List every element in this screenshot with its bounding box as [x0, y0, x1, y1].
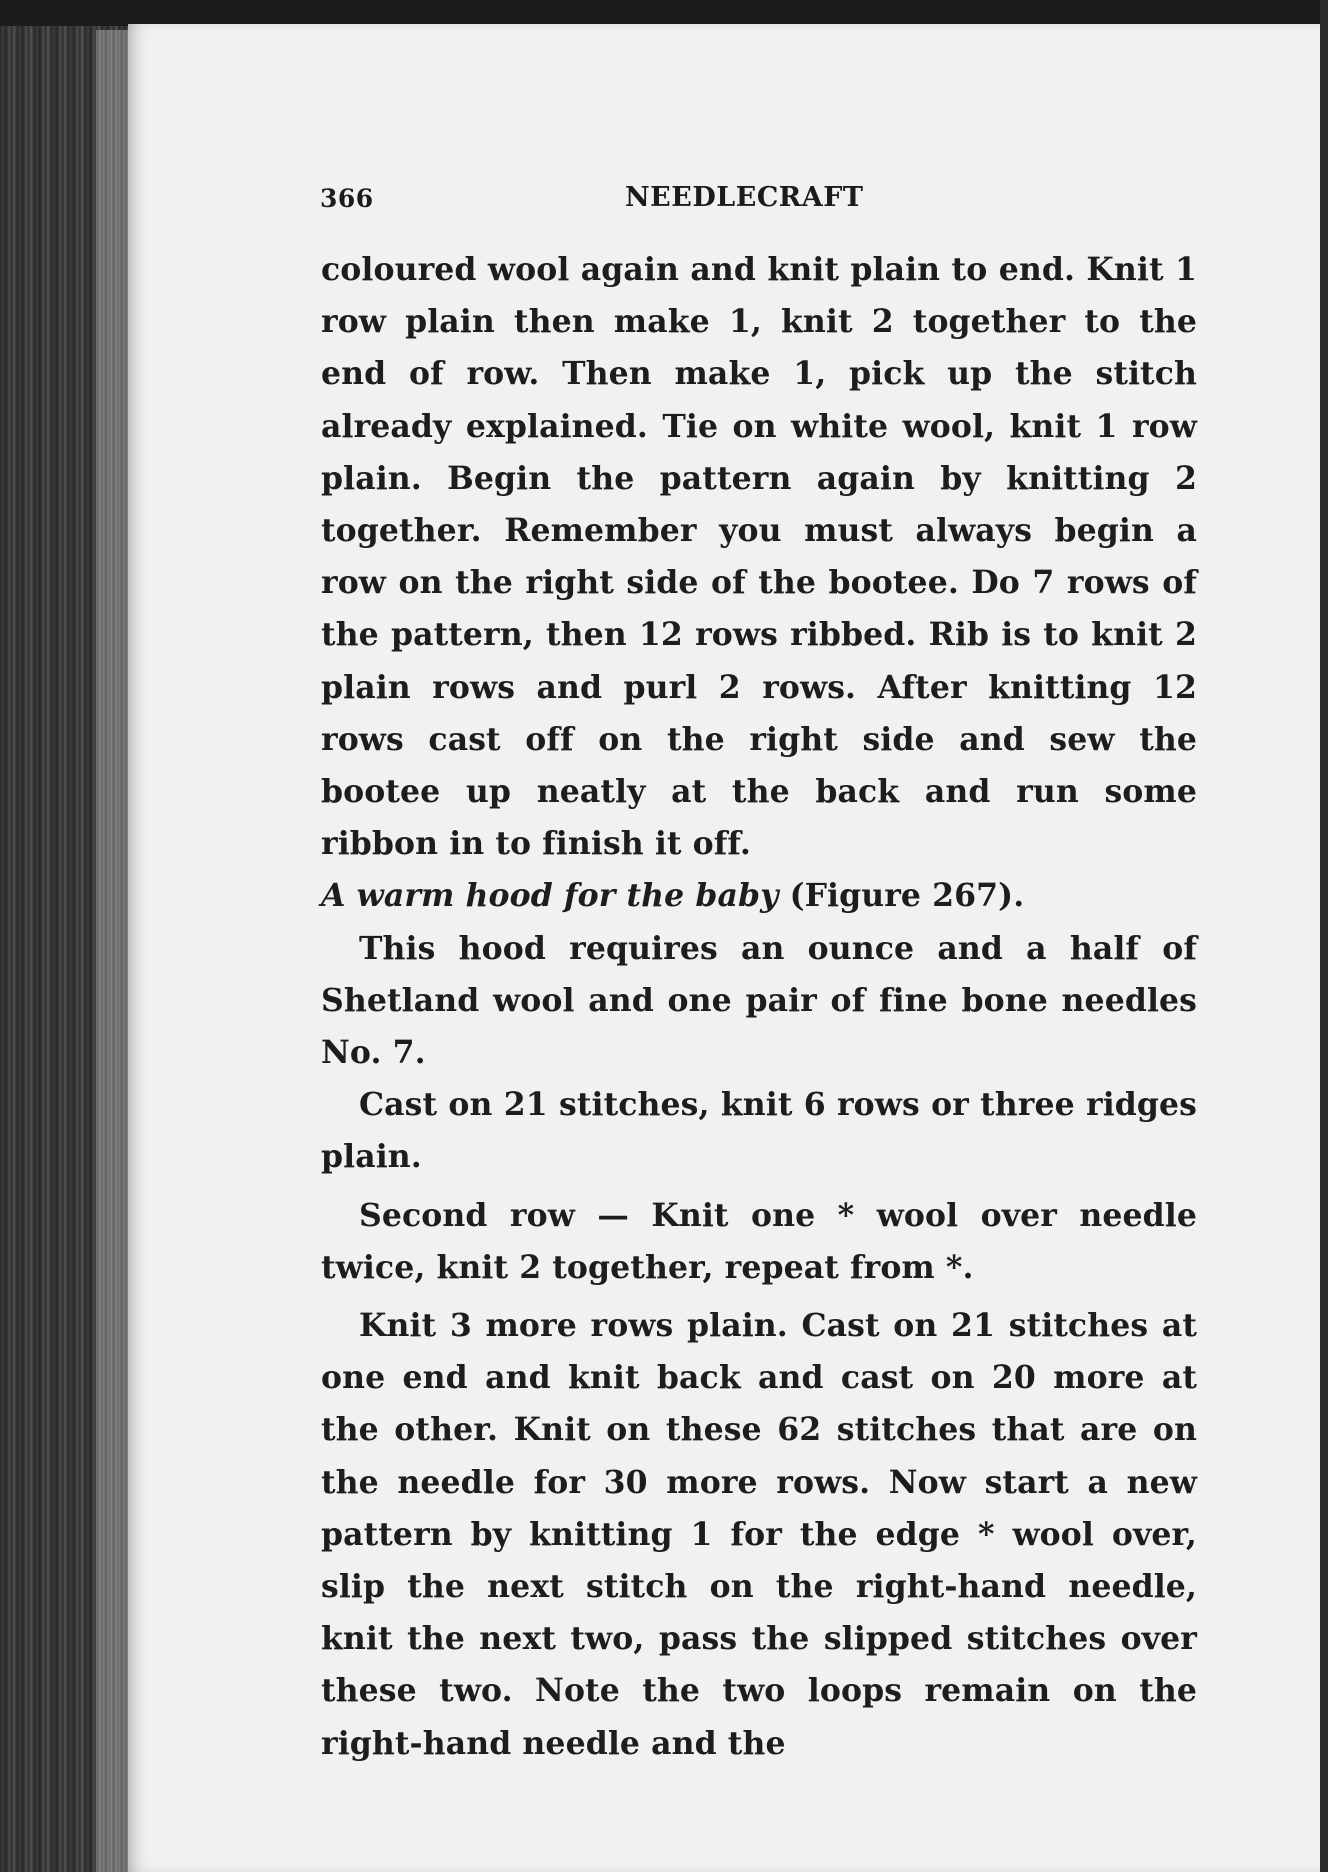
page-header [320, 166, 1134, 226]
section-heading [321, 870, 1197, 922]
paragraph-continuation: coloured wool again and knit plain to end. Knit 1 row plain then make 1, knit 2 together to the end of row. Then make 1, pick up the stitch already explained. Tie on white wool, knit 1 row plain. Begin the pattern again by knitting 2 together. Remember you must always begin a row on the right side of the bootee. Do 7 rows of the pattern, then 12 rows ribbed. Rib is to knit 2 plain rows and purl 2 rows. After knitting 12 rows cast off on the right side and sew the bootee up neatly at the back and run some ribbon in to finish it off. [321, 251, 1197, 863]
section-heading-italic: A warm hood for the baby [321, 877, 779, 915]
paragraph-second-row: Second row — Knit one * wool over needle twice, knit 2 together, repeat from *. [321, 1196, 1197, 1286]
paragraph-cast-on: Cast on 21 stitches, knit 6 rows or three ridges plain. [321, 1086, 1197, 1176]
book-page [128, 24, 1320, 1872]
running-title: NEEDLECRAFT [625, 182, 864, 213]
page-number: 366 [320, 184, 374, 213]
scan-right-border [1320, 0, 1328, 1872]
scan-top-border [0, 0, 1328, 26]
paragraph-materials: This hood requires an ounce and a half of Shetland wool and one pair of fine bone needles No. 7. [321, 929, 1197, 1072]
page-body [321, 244, 1197, 1770]
section-heading-figure-ref: (Figure 267). [778, 877, 1025, 915]
paragraph-pattern: Knit 3 more rows plain. Cast on 21 stitches at one end and knit back and cast on 20 more at the other. Knit on these 62 stitches that are on the needle for 30 more rows. Now start a new pattern by knitting 1 for the edge * wool over, slip the next stitch on the right-hand needle, knit the next two, pass the slipped stitches over these two. Note the two loops remain on the right-hand needle and the [321, 1307, 1197, 1762]
